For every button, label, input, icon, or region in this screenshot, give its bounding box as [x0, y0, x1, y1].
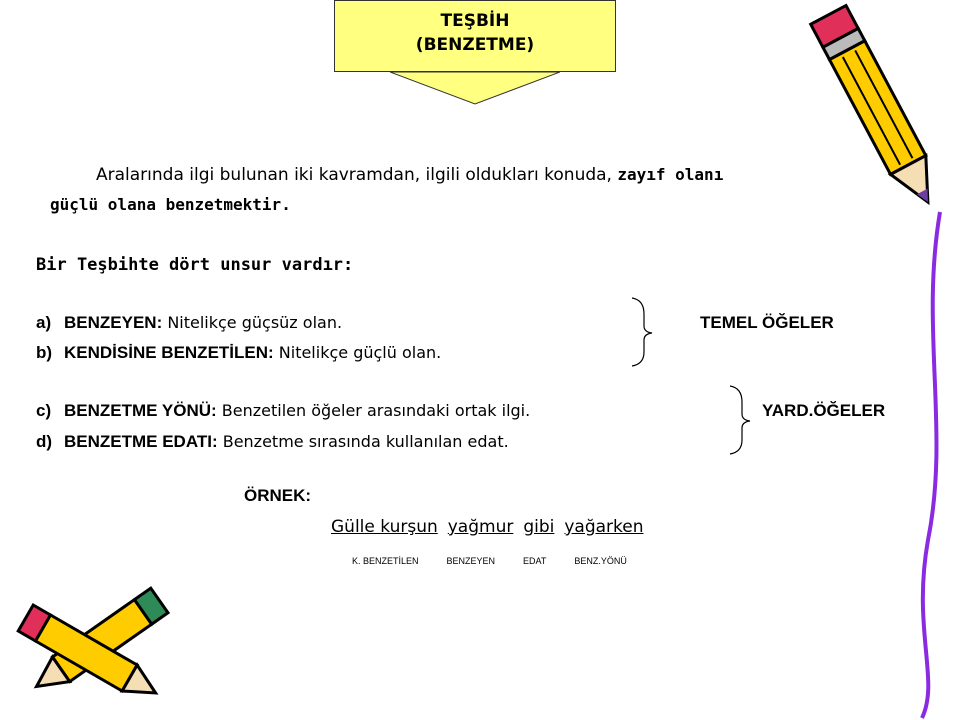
main-elements-label: TEMEL ÖĞELER: [700, 313, 834, 332]
brace-icon: [630, 296, 660, 368]
item-desc: Nitelikçe güçsüz olan.: [162, 313, 343, 332]
definition-bold-line2: güçlü olana benzetmektir.: [50, 195, 291, 214]
title-line-1: TEŞBİH: [440, 11, 510, 31]
item-desc: Benzetme sırasında kullanılan edat.: [217, 432, 509, 451]
example-word: gibi: [523, 517, 555, 537]
item-key: BENZEYEN:: [64, 313, 163, 332]
aux-elements-label: YARD.ÖĞELER: [762, 401, 886, 420]
list-item: [36, 343, 441, 363]
definition-bold-text: zayıf olanı: [617, 165, 724, 184]
example-sentence: [331, 517, 654, 537]
definition-paragraph: [36, 160, 896, 220]
item-key: KENDİSİNE BENZETİLEN:: [64, 343, 274, 362]
caption: BENZEYEN: [446, 556, 496, 566]
item-desc: Benzetilen öğeler arasındaki ortak ilgi.: [216, 401, 531, 420]
down-arrow-icon: [390, 72, 560, 106]
list-item: [36, 432, 509, 452]
caption: EDAT: [523, 556, 547, 566]
example-word: Gülle kurşun: [331, 517, 438, 537]
caption: K. BENZETİLEN: [352, 556, 419, 566]
title-box: [334, 0, 616, 72]
list-item: [36, 313, 342, 333]
example-captions: [352, 556, 655, 566]
pencils-icon: [0, 578, 190, 720]
example-word: yağarken: [564, 517, 644, 537]
pencil-icon: [805, 2, 955, 224]
example-word: yağmur: [447, 517, 514, 537]
elements-heading: Bir Teşbihte dört unsur vardır:: [36, 255, 354, 275]
title-line-2: (BENZETME): [415, 35, 535, 55]
item-key: BENZETME YÖNÜ:: [64, 401, 217, 420]
caption: BENZ.YÖNÜ: [574, 556, 627, 566]
definition-text: Aralarında ilgi bulunan iki kavramdan, ilgili oldukları konuda,: [96, 165, 618, 185]
item-desc: Nitelikçe güçlü olan.: [273, 343, 442, 362]
example-heading: ÖRNEK:: [244, 486, 312, 505]
brace-icon: [728, 384, 758, 456]
list-item: [36, 401, 530, 421]
item-key: BENZETME EDATI:: [64, 432, 218, 451]
item-label: a): [36, 313, 52, 332]
item-label: c): [36, 401, 52, 420]
item-label: b): [36, 343, 53, 362]
item-label: d): [36, 432, 53, 451]
decorative-swirl: [900, 210, 960, 720]
